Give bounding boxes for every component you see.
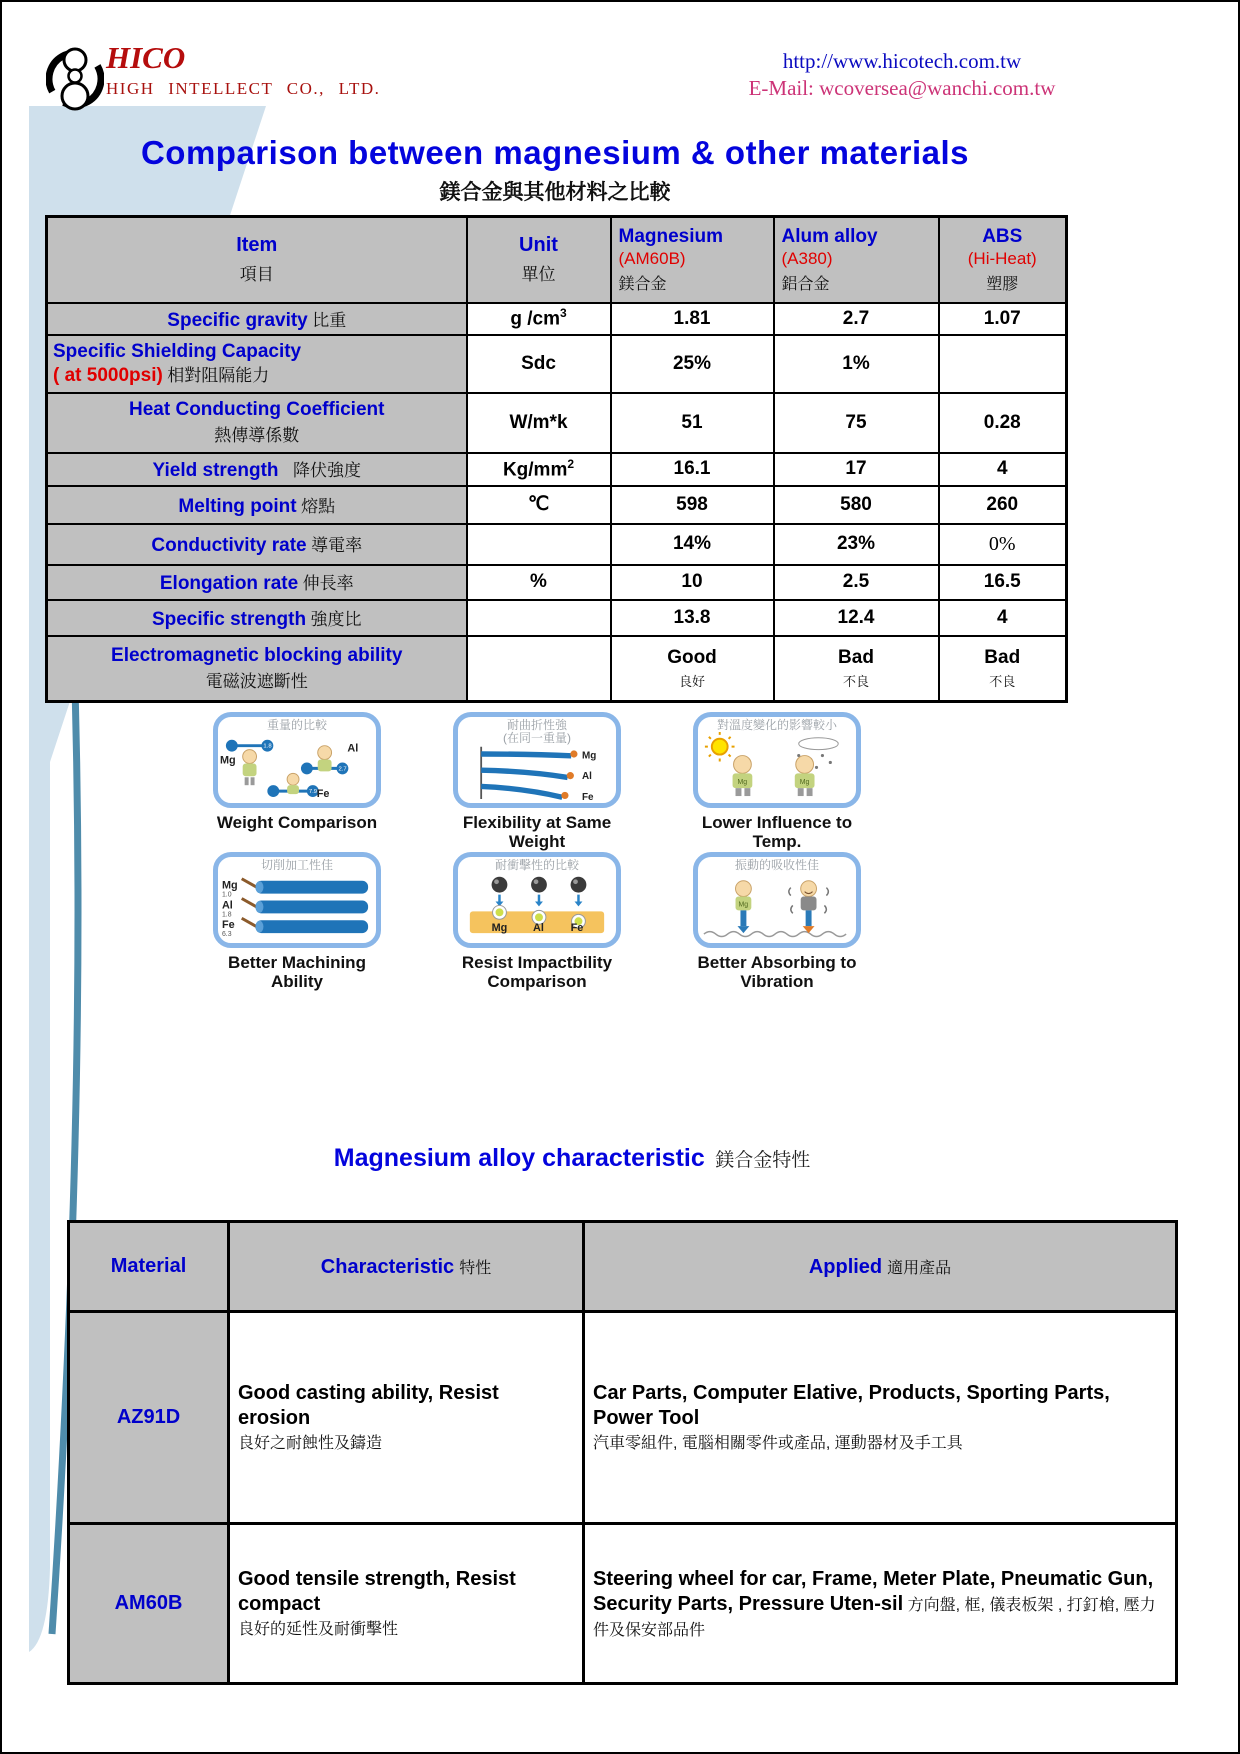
characteristic-cell: Good casting ability, Resist erosion 良好之耐蝕性及鑄造 — [229, 1312, 584, 1524]
item-header-cell: Item 項目 — [47, 217, 467, 303]
table-row-conductivity-rate — [47, 524, 1067, 565]
svg-text:Mg: Mg — [221, 879, 238, 892]
section-title: Magnesium alloy characteristic — [333, 1144, 705, 1172]
table-row-specific-gravity — [47, 303, 1067, 335]
material-cell: AM60B — [69, 1524, 229, 1684]
item-cell: Yield strength 降伏強度 — [47, 453, 467, 486]
page-title-chinese: 鎂合金與其他材料之比較 — [439, 180, 671, 204]
svg-text:2.7: 2.7 — [338, 766, 347, 773]
panel-caption: Lower Influence to Temp. — [701, 813, 853, 852]
value-cell: 0.28 — [939, 393, 1067, 453]
item-cell: Specific gravity 比重 — [47, 303, 467, 335]
item-cell: Heat Conducting Coefficient 熱傳導係數 — [47, 393, 467, 453]
svg-text:1.8: 1.8 — [221, 911, 232, 919]
value-cell: 2.7 — [774, 303, 939, 335]
table-row-electromagnetic-blocking — [47, 636, 1067, 702]
characteristic-table-header-row — [69, 1222, 1177, 1312]
unit-cell — [467, 600, 611, 636]
svg-text:Mg: Mg — [799, 779, 810, 787]
table-row-yield-strength — [47, 453, 1067, 486]
value-cell: 1% — [774, 335, 939, 393]
unit-header-cell: Unit 單位 — [467, 217, 611, 303]
panel-caption: Weight Comparison — [216, 813, 378, 832]
sun-icon — [705, 732, 735, 761]
table-row-az91d — [69, 1312, 1177, 1524]
characteristic-header-cell: Characteristic 特性 — [229, 1222, 584, 1312]
website-link[interactable]: http://www.hicotech.com.tw — [782, 49, 1022, 73]
value-cell: 12.4 — [774, 600, 939, 636]
vibration-illustration — [698, 872, 856, 943]
table-row-shielding-capacity — [47, 335, 1067, 393]
value-cell: 16.1 — [611, 453, 774, 486]
company-subtitle: HIGH INTELLECT CO., LTD. — [106, 78, 381, 98]
value-cell: Good 良好 — [611, 636, 774, 702]
item-cell: Specific Shielding Capacity ( at 5000psi) 相對阻隔能力 — [47, 335, 467, 393]
value-cell: 10 — [611, 565, 774, 600]
value-cell: 0% — [939, 524, 1067, 565]
panel-temperature — [662, 712, 892, 851]
value-cell — [939, 335, 1067, 393]
value-cell: 16.5 — [939, 565, 1067, 600]
panel-title: 振動的吸收性佳 — [734, 858, 819, 872]
material-cell: AZ91D — [69, 1312, 229, 1524]
comparison-table — [45, 215, 1068, 703]
characteristic-table — [67, 1220, 1178, 1685]
svg-text:Fe: Fe — [570, 922, 584, 935]
value-cell: 598 — [611, 486, 774, 524]
panel-caption: Flexibility at Same Weight — [462, 813, 612, 852]
svg-text:Al: Al — [347, 742, 359, 755]
value-cell: 4 — [939, 600, 1067, 636]
svg-text:1.0: 1.0 — [221, 891, 232, 899]
email-link[interactable]: E-Mail: wcoversea@wanchi.com.tw — [748, 76, 1056, 101]
svg-text:Al: Al — [221, 899, 233, 912]
unit-cell — [467, 524, 611, 565]
svg-text:Fe: Fe — [316, 788, 330, 801]
unit-cell: Sdc — [467, 335, 611, 393]
table-row-am60b — [69, 1524, 1177, 1684]
value-cell: 1.81 — [611, 303, 774, 335]
table-row-melting-point — [47, 486, 1067, 524]
applied-header-cell: Applied 適用產品 — [584, 1222, 1177, 1312]
panel-title: 耐曲折性強 (在同一重量) — [503, 718, 571, 746]
table-row-heat-conducting — [47, 393, 1067, 453]
table-row-elongation-rate — [47, 565, 1067, 600]
magnesium-column-header: Magnesium (AM60B) 鎂合金 — [611, 217, 774, 303]
characteristic-cell: Good tensile strength, Resist compact 良好的延性及耐衝擊性 — [229, 1524, 584, 1684]
panel-title: 重量的比較 — [266, 718, 327, 732]
panel-title: 對溫度變化的影響較小 — [716, 718, 837, 732]
hico-logo-icon — [46, 42, 104, 116]
value-cell: 23% — [774, 524, 939, 565]
value-cell: 1.07 — [939, 303, 1067, 335]
svg-text:6.3: 6.3 — [221, 931, 232, 939]
value-cell: 2.5 — [774, 565, 939, 600]
value-cell: 580 — [774, 486, 939, 524]
unit-cell: $Kg/mm^2$ — [467, 453, 611, 486]
item-cell: Electromagnetic blocking ability 電磁波遮斷性 — [47, 636, 467, 702]
alum-alloy-column-header: Alum alloy (A380) 鋁合金 — [774, 217, 939, 303]
panel-title: 切削加工性佳 — [260, 858, 333, 872]
value-cell: Bad 不良 — [939, 636, 1067, 702]
value-cell: 4 — [939, 453, 1067, 486]
value-cell: 51 — [611, 393, 774, 453]
machining-illustration — [218, 872, 376, 943]
value-cell: 13.8 — [611, 600, 774, 636]
applied-cell: Car Parts, Computer Elative, Products, Sporting Parts, Power Tool 汽車零組件, 電腦相關零件或產品, 運動器材及手工具 — [584, 1312, 1177, 1524]
value-cell: 260 — [939, 486, 1067, 524]
svg-text:Mg: Mg — [582, 750, 597, 762]
weight-comparison-illustration — [218, 732, 376, 803]
item-cell: Melting point 熔點 — [47, 486, 467, 524]
unit-cell: W/m*k — [467, 393, 611, 453]
temperature-illustration — [698, 732, 856, 803]
section-title-chinese: 鎂合金特性 — [715, 1150, 811, 1171]
panel-caption: Better Machining Ability — [228, 953, 366, 992]
unit-cell: ℃ — [467, 486, 611, 524]
value-cell: Bad 不良 — [774, 636, 939, 702]
unit-cell: % — [467, 565, 611, 600]
panel-title: 耐衝擊性的比較 — [494, 858, 579, 872]
comparison-table-header-row — [47, 217, 1067, 303]
panel-flexibility — [422, 712, 652, 851]
value-cell: 25% — [611, 335, 774, 393]
panel-impact — [422, 852, 652, 991]
unit-cell: g $/cm^3$ — [467, 303, 611, 335]
panel-vibration — [662, 852, 892, 991]
svg-text:Fe: Fe — [221, 919, 235, 932]
svg-text:Mg: Mg — [738, 901, 749, 909]
value-cell: 14% — [611, 524, 774, 565]
impact-illustration — [458, 872, 616, 943]
value-cell: 75 — [774, 393, 939, 453]
svg-text:Fe: Fe — [582, 792, 594, 803]
abs-column-header: ABS (Hi-Heat) 塑膠 — [939, 217, 1067, 303]
applied-cell: Steering wheel for car, Frame, Meter Plate, Pneumatic Gun, Security Parts, Pressure Uten-sil 方向盤, 框, 儀表板架 , 打釘槍, 壓力件及保安部品件 — [584, 1524, 1177, 1684]
svg-text:1.8: 1.8 — [263, 743, 272, 750]
page-title: Comparison between magnesium & other materials — [140, 134, 970, 171]
svg-text:Mg: Mg — [219, 754, 236, 767]
svg-text:7.9: 7.9 — [308, 789, 318, 796]
panel-weight-comparison — [182, 712, 412, 851]
item-cell: Conductivity rate 導電率 — [47, 524, 467, 565]
unit-cell — [467, 636, 611, 702]
svg-text:Al: Al — [582, 771, 592, 783]
company-name: HICO — [106, 40, 186, 75]
item-cell: Elongation rate 伸長率 — [47, 565, 467, 600]
material-header-cell: Material — [69, 1222, 229, 1312]
panel-caption: Better Absorbing to Vibration — [697, 953, 857, 992]
panel-caption: Resist Impactbility Comparison — [461, 953, 613, 992]
svg-text:Al: Al — [533, 922, 544, 935]
svg-text:Mg: Mg — [737, 779, 748, 787]
value-cell: 17 — [774, 453, 939, 486]
item-cell: Specific strength 強度比 — [47, 600, 467, 636]
table-row-specific-strength — [47, 600, 1067, 636]
flexibility-illustration — [458, 745, 616, 803]
panel-machining — [182, 852, 412, 991]
svg-text:Mg: Mg — [491, 922, 508, 935]
